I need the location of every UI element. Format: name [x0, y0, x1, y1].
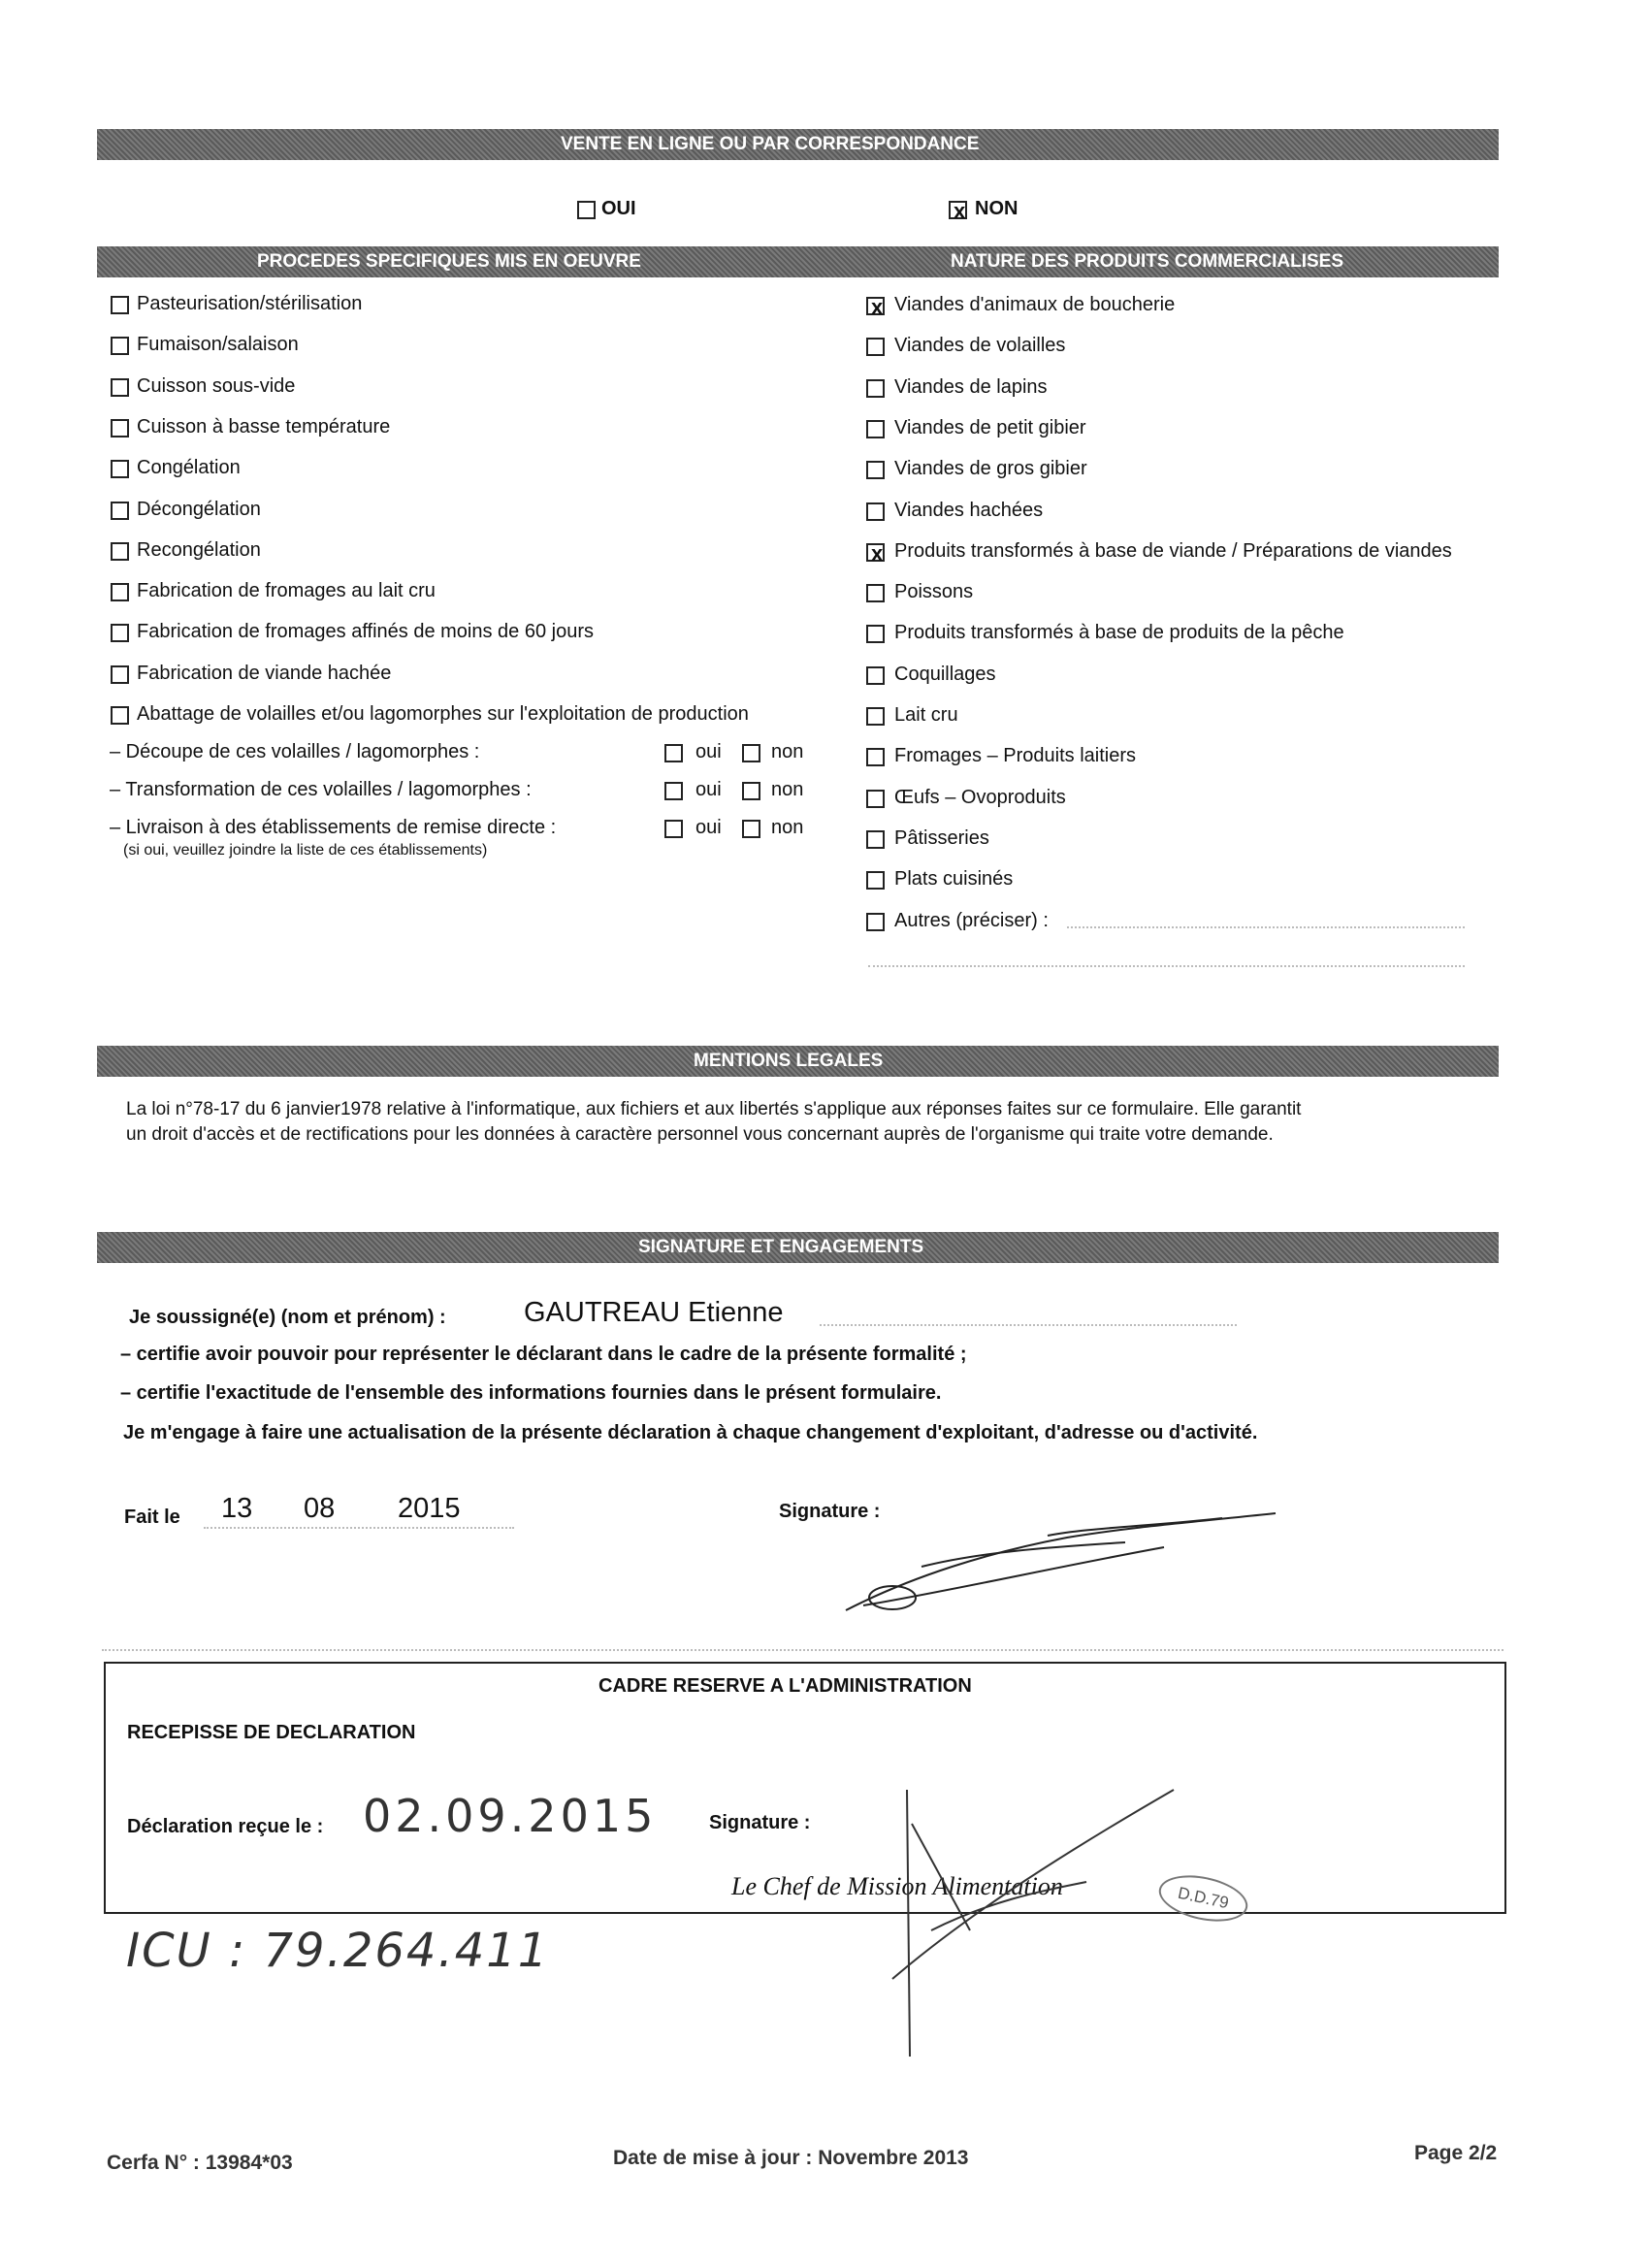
section-title-signature: SIGNATURE ET ENGAGEMENTS [638, 1237, 924, 1257]
procede-checkbox[interactable] [111, 460, 129, 478]
produit-checkbox[interactable] [866, 461, 885, 479]
sub-non-checkbox[interactable] [742, 782, 760, 800]
sub-note: (si oui, veuillez joindre la liste de ces établissements) [123, 842, 488, 859]
fait-le-label: Fait le [124, 1507, 180, 1528]
declarant-signature [834, 1499, 1290, 1620]
procede-checkbox[interactable] [111, 502, 129, 520]
section-title-mentions: MENTIONS LEGALES [694, 1051, 884, 1071]
soussigne-name: GAUTREAU Etienne [524, 1297, 784, 1328]
sub-non-label: non [771, 817, 804, 838]
produit-checkbox[interactable] [866, 584, 885, 602]
vente-oui-checkbox[interactable] [577, 201, 596, 219]
produit-label: Pâtisseries [894, 826, 989, 849]
produit-checkbox[interactable] [866, 379, 885, 398]
procede-label: Congélation [137, 457, 241, 479]
section-title-nature: NATURE DES PRODUITS COMMERCIALISES [951, 251, 1344, 272]
produit-checkbox[interactable] [866, 748, 885, 766]
sub-question-label: – Livraison à des établissements de remise directe : [110, 817, 557, 838]
admin-box [104, 1662, 1506, 1914]
footer-date: Date de mise à jour : Novembre 2013 [613, 2147, 969, 2169]
recue-date: 02.09.2015 [363, 1790, 658, 1842]
produit-label: Plats cuisinés [894, 868, 1014, 891]
procede-checkbox[interactable] [111, 296, 129, 314]
sub-oui-label: oui [695, 779, 722, 800]
procede-label: Fabrication de viande hachée [137, 662, 392, 684]
produit-label: Coquillages [894, 663, 996, 685]
procede-checkbox[interactable] [111, 378, 129, 397]
signature-label: Signature : [779, 1501, 881, 1522]
procede-label: Fumaison/salaison [137, 334, 299, 356]
procede-checkbox[interactable] [111, 419, 129, 437]
produit-checkbox[interactable] [866, 338, 885, 356]
procede-label: Décongélation [137, 498, 261, 520]
sub-non-label: non [771, 779, 804, 800]
engagement-line-3: Je m'engage à faire une actualisation de la présente déclaration à chaque changement d'exploitant, d'adresse ou d'activité. [123, 1422, 1258, 1443]
procede-checkbox[interactable] [111, 706, 129, 725]
produit-label: Viandes de gros gibier [894, 458, 1087, 480]
sub-non-label: non [771, 741, 804, 762]
date-day[interactable]: 13 [221, 1493, 253, 1524]
produit-checkbox[interactable] [866, 666, 885, 685]
produit-label: Viandes de lapins [894, 375, 1048, 398]
icu-code: ICU : 79.264.411 [126, 1924, 550, 1978]
engagement-line-1: – certifie avoir pouvoir pour représenter le déclarant dans le cadre de la présente formalité ; [120, 1344, 967, 1365]
sub-oui-checkbox[interactable] [664, 782, 683, 800]
mentions-text-line-1: La loi n°78-17 du 6 janvier1978 relative à l'informatique, aux fichiers et aux libertés s'applique aux réponses faites sur ce formulaire. Elle garantit [126, 1099, 1302, 1119]
procede-checkbox[interactable] [111, 624, 129, 642]
produit-label: Viandes de volailles [894, 335, 1066, 357]
produit-checkbox[interactable] [866, 830, 885, 849]
chef-mission: Le Chef de Mission Alimentation [731, 1872, 1063, 1900]
procede-checkbox[interactable] [111, 583, 129, 601]
produit-label: Œufs – Ovoproduits [894, 786, 1066, 808]
soussigne-label: Je soussigné(e) (nom et prénom) : [129, 1307, 446, 1328]
sub-non-checkbox[interactable] [742, 744, 760, 762]
date-dotted-line [204, 1527, 514, 1529]
produit-label: Viandes hachées [894, 499, 1044, 521]
produit-label: Produits transformés à base de viande / Préparations de viandes [894, 539, 1452, 562]
sub-question-label: – Découpe de ces volailles / lagomorphes : [110, 741, 480, 762]
autres-line-1 [1067, 926, 1465, 928]
autres-line-2 [868, 965, 1465, 967]
section-title-vente: VENTE EN LIGNE OU PAR CORRESPONDANCE [561, 134, 980, 154]
procede-label: Cuisson sous-vide [137, 374, 296, 397]
produit-label: Fromages – Produits laitiers [894, 745, 1136, 767]
section-title-procedes: PROCEDES SPECIFIQUES MIS EN OEUVRE [257, 251, 641, 272]
procede-checkbox[interactable] [111, 665, 129, 684]
procede-label: Fabrication de fromages au lait cru [137, 580, 436, 602]
sub-oui-checkbox[interactable] [664, 744, 683, 762]
produit-checkbox[interactable] [866, 420, 885, 438]
procede-label: Pasteurisation/stérilisation [137, 293, 363, 314]
admin-signature [873, 1785, 1193, 2066]
produit-label: Produits transformés à base de produits de la pêche [894, 622, 1344, 644]
vente-non-checkbox[interactable] [949, 201, 967, 219]
sub-non-checkbox[interactable] [742, 820, 760, 838]
engagement-line-2: – certifie l'exactitude de l'ensemble des informations fournies dans le présent formulaire. [120, 1382, 942, 1404]
procede-label: Cuisson à basse température [137, 415, 391, 437]
produit-checkbox[interactable] [866, 913, 885, 931]
name-dotted-line [820, 1324, 1237, 1326]
produit-checkbox[interactable] [866, 790, 885, 808]
produit-checkbox[interactable] [866, 625, 885, 643]
sub-oui-checkbox[interactable] [664, 820, 683, 838]
vente-non-label: NON [975, 198, 1018, 219]
section-bar-mentions [97, 1046, 1499, 1077]
date-month[interactable]: 08 [304, 1493, 336, 1524]
admin-signature-label: Signature : [709, 1812, 811, 1833]
footer-cerfa: Cerfa N° : 13984*03 [107, 2152, 293, 2174]
produit-label: Viandes de petit gibier [894, 416, 1086, 438]
produit-checkbox[interactable] [866, 707, 885, 726]
admin-title: CADRE RESERVE A L'ADMINISTRATION [598, 1675, 972, 1697]
produit-label: Autres (préciser) : [894, 909, 1049, 931]
produit-label: Poissons [894, 581, 974, 603]
recepisse-label: RECEPISSE DE DECLARATION [127, 1722, 416, 1743]
procede-checkbox[interactable] [111, 337, 129, 355]
recue-label: Déclaration reçue le : [127, 1816, 324, 1837]
signature-bottom-line [102, 1649, 1504, 1651]
sub-oui-label: oui [695, 817, 722, 838]
vente-oui-label: OUI [601, 198, 636, 219]
procede-label: Fabrication de fromages affinés de moins de 60 jours [137, 621, 595, 643]
admin-stamp: D.D.79 [1154, 1868, 1251, 1928]
produit-checkbox[interactable] [866, 502, 885, 521]
sub-question-label: – Transformation de ces volailles / lagomorphes : [110, 779, 532, 800]
sub-oui-label: oui [695, 741, 722, 762]
produit-label: Viandes d'animaux de boucherie [894, 294, 1176, 315]
footer-page: Page 2/2 [1414, 2142, 1498, 2164]
produit-label: Lait cru [894, 704, 958, 726]
date-year[interactable]: 2015 [398, 1493, 461, 1524]
procede-checkbox[interactable] [111, 542, 129, 561]
procede-label: Recongélation [137, 538, 261, 561]
section-bar-procedes-nature [97, 246, 1499, 277]
section-bar-signature [97, 1232, 1499, 1263]
produit-checkbox[interactable] [866, 297, 885, 315]
produit-checkbox[interactable] [866, 871, 885, 890]
mentions-text-line-2: un droit d'accès et de rectifications pour les données à caractère personnel vous concernant auprès de l'organisme qui traite votre demande. [126, 1124, 1274, 1145]
produit-checkbox[interactable] [866, 543, 885, 562]
section-bar-vente [97, 129, 1499, 160]
procede-label: Abattage de volailles et/ou lagomorphes sur l'exploitation de production [137, 703, 749, 725]
